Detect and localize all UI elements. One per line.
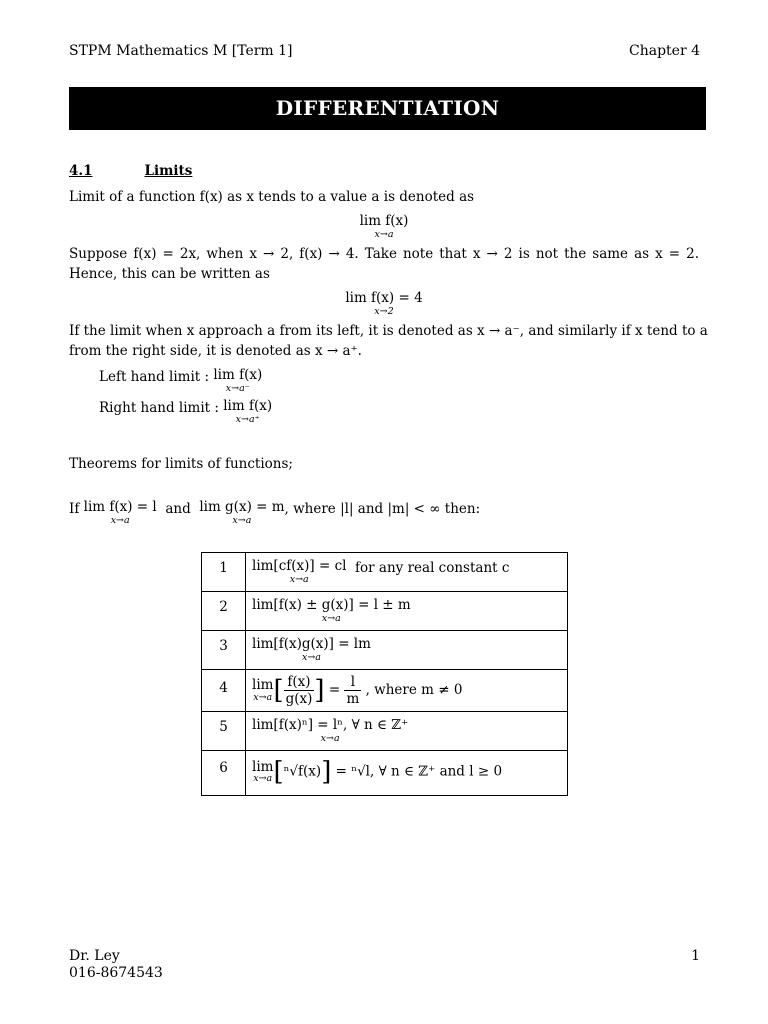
left-hand-limit (99, 369, 262, 393)
theorem-cell (246, 592, 568, 631)
fraction-numerator: f(x) (284, 674, 315, 691)
theorem-tail: , where m ≠ 0 (365, 682, 463, 698)
fraction-denominator: g(x) (285, 691, 313, 707)
left-hand-sub: x→a⁻ (225, 382, 250, 394)
if-sub-1: x→a (110, 514, 130, 526)
theorem-sub: x→a (321, 612, 341, 624)
theorem-cell (246, 712, 568, 751)
theorem-sub: x→a (320, 732, 340, 744)
display-limit-2 (0, 292, 768, 316)
display-limit-1-sub: x→a (374, 228, 394, 240)
table-row (202, 751, 568, 796)
theorem-cell: lim x→a [ $\frac{f(x)}{g(x)}$ ] = $\frac{l}{m}$ , where m ≠ 0 (246, 670, 568, 712)
table-row (202, 592, 568, 631)
intro-text: Limit of a function f(x) as x tends to a value a is denoted as (69, 189, 475, 205)
if-prefix: If (69, 501, 80, 517)
suppose-line-2: Hence, this can be written as (69, 266, 270, 282)
if-expr-1: lim f(x) = l (83, 499, 157, 515)
right-hand-sub: x→a⁺ (235, 413, 260, 425)
section-heading (69, 163, 192, 179)
theorem-cell (246, 631, 568, 670)
theorem-cell: lim x→a [ⁿ√f(x)] = ⁿ√l, ∀ n ∈ ℤ⁺ and l ≥ 0 (246, 751, 568, 796)
theorems-table (201, 552, 568, 796)
suppose-line-1: Suppose f(x) = 2x, when x → 2, f(x) → 4. Take note that x → 2 is not the same as x = 2. (69, 246, 699, 262)
onesided-line-1: If the limit when x approach a from its left, it is denoted as x → a⁻, and similarly if x tend to a (69, 323, 708, 339)
theorem-number: 5 (202, 712, 246, 751)
theorem-expr: lim[f(x)g(x)] = lm (252, 636, 371, 652)
theorem-number: 6 (202, 751, 246, 796)
theorem-number: 2 (202, 592, 246, 631)
footer-phone: 016-8674543 (69, 965, 163, 981)
result-denominator: m (346, 691, 360, 707)
if-sub-2: x→a (232, 514, 252, 526)
table-row (202, 712, 568, 751)
theorem-sub: x→a (253, 773, 273, 784)
theorems-intro: Theorems for limits of functions; (69, 456, 293, 472)
if-expr-2: lim g(x) = m (199, 499, 285, 515)
theorem-number: 3 (202, 631, 246, 670)
table-row (202, 670, 568, 712)
section-title: Limits (144, 163, 193, 179)
theorem-tail: for any real constant c (355, 560, 510, 576)
table-row (202, 553, 568, 592)
left-hand-expr: lim f(x) (213, 367, 263, 383)
page-number: 1 (691, 948, 700, 964)
result-numerator: l (344, 674, 361, 691)
theorem-cell (246, 553, 568, 592)
theorem-rhs: = ⁿ√l, ∀ n ∈ ℤ⁺ and l ≥ 0 (335, 763, 503, 780)
right-hand-expr: lim f(x) (223, 398, 273, 414)
header-right: Chapter 4 (629, 43, 700, 59)
theorem-sub: x→a (253, 691, 273, 703)
right-hand-limit (99, 400, 272, 424)
section-number: 4.1 (69, 163, 93, 179)
theorem-expr: lim[f(x) ± g(x)] = l ± m (252, 597, 411, 613)
theorem-sub: x→a (289, 573, 309, 585)
table-row (202, 631, 568, 670)
right-hand-label: Right hand limit : (99, 400, 219, 416)
theorem-sub: x→a (301, 651, 321, 663)
display-limit-2-sub: x→2 (374, 305, 394, 317)
root-expression: ⁿ√f(x) (283, 763, 322, 780)
display-limit-2-expr: lim f(x) = 4 (345, 290, 423, 306)
left-hand-label: Left hand limit : (99, 369, 210, 385)
if-condition (69, 501, 480, 525)
header-left: STPM Mathematics M [Term 1] (69, 43, 293, 59)
if-suffix: , where |l| and |m| < ∞ then: (284, 501, 481, 517)
footer-author: Dr. Ley (69, 948, 120, 964)
theorem-number: 4 (202, 670, 246, 712)
onesided-line-2: from the right side, it is denoted as x → a⁺. (69, 343, 362, 359)
theorem-number: 1 (202, 553, 246, 592)
display-limit-1 (0, 215, 768, 239)
if-and: and (165, 501, 191, 517)
chapter-banner: DIFFERENTIATION (69, 87, 706, 130)
theorem-expr: lim[f(x)ⁿ] = lⁿ, ∀ n ∈ ℤ⁺ (252, 717, 409, 733)
theorem-expr: lim[cf(x)] = cl (252, 558, 347, 574)
display-limit-1-expr: lim f(x) (359, 213, 409, 229)
